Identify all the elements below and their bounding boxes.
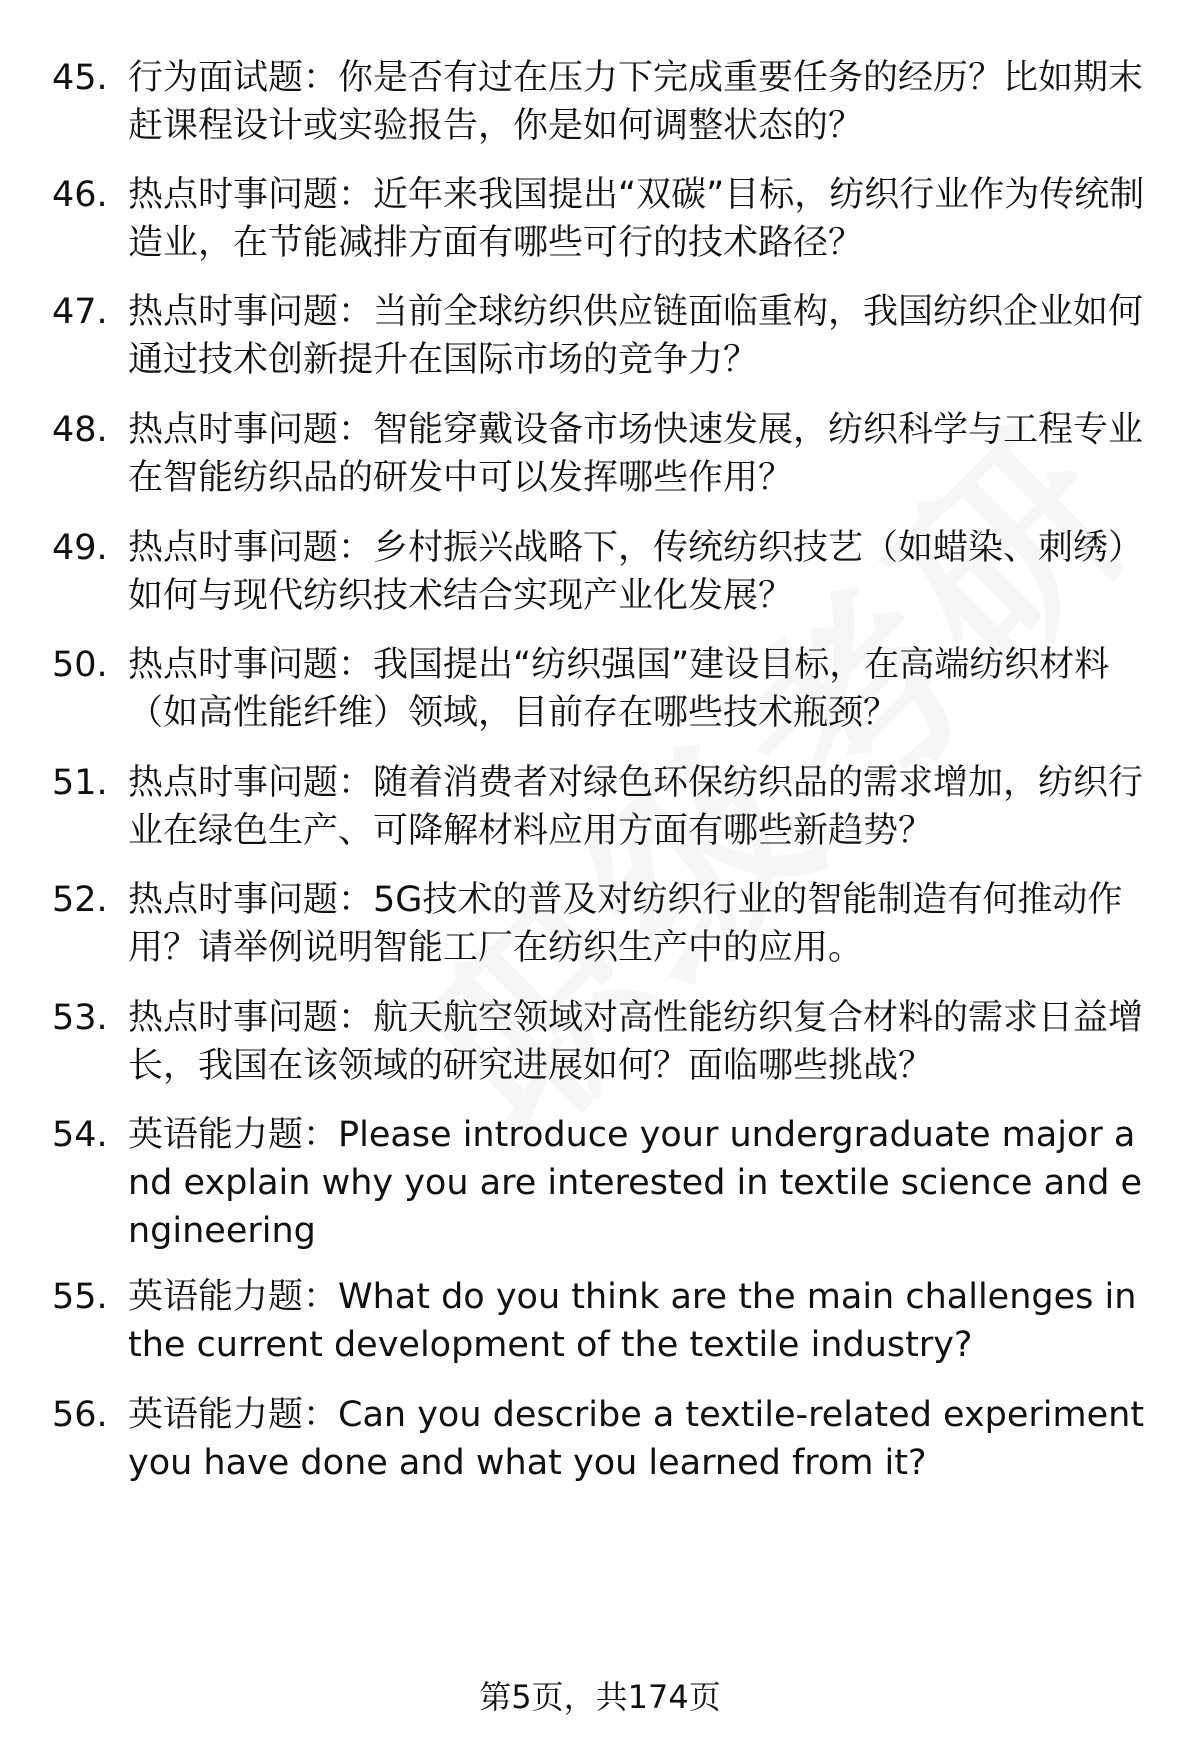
question-number: 51. [52, 763, 108, 803]
question-text: 英语能力题：Please introduce your undergraduate major and explain why you are interested in textile science and engineering [128, 1115, 1143, 1251]
question-number: 50. [52, 645, 108, 685]
question-text: 热点时事问题：随着消费者对绿色环保纺织品的需求增加，纺织行业在绿色生产、可降解材料应用方面有哪些新趋势？ [128, 763, 1144, 851]
question-text: 行为面试题：你是否有过在压力下完成重要任务的经历？比如期末赶课程设计或实验报告，你是如何调整状态的？ [128, 58, 1144, 146]
question-number: 54. [52, 1115, 108, 1155]
question-text: 热点时事问题：航天航空领域对高性能纺织复合材料的需求日益增长，我国在该领域的研究进展如何？面临哪些挑战？ [128, 998, 1144, 1086]
question-number: 48. [52, 410, 108, 450]
question-number: 53. [52, 998, 108, 1038]
question-text: 英语能力题：Can you describe a textile-related experiment you have done and what you learned from it? [128, 1395, 1145, 1483]
question-number: 46. [52, 175, 108, 215]
question-number: 55. [52, 1277, 108, 1317]
question-text: 热点时事问题：近年来我国提出“双碳”目标，纺织行业作为传统制造业，在节能减排方面有哪些可行的技术路径？ [128, 175, 1145, 263]
question-number: 52. [52, 880, 108, 920]
question-text: 热点时事问题：智能穿戴设备市场快速发展，纺织科学与工程专业在智能纺织品的研发中可以发挥哪些作用？ [128, 410, 1144, 498]
question-number: 49. [52, 528, 108, 568]
question-text: 热点时事问题：乡村振兴战略下，传统纺织技艺（如蜡染、刺绣）如何与现代纺织技术结合实现产业化发展？ [128, 528, 1144, 616]
question-text: 英语能力题：What do you think are the main challenges in the current development of the textile industry? [128, 1277, 1137, 1365]
question-text: 热点时事问题：5G技术的普及对纺织行业的智能制造有何推动作用？请举例说明智能工厂在纺织生产中的应用。 [128, 880, 1123, 968]
page-footer: 第5页，共174页 [479, 1678, 721, 1716]
question-number: 47. [52, 292, 108, 332]
question-number: 45. [52, 58, 108, 98]
question-text: 热点时事问题：我国提出“纺织强国”建设目标，在高端纺织材料（如高性能纤维）领域，目前存在哪些技术瓶颈？ [128, 645, 1110, 733]
question-text: 热点时事问题：当前全球纺织供应链面临重构，我国纺织企业如何通过技术创新提升在国际市场的竞争力？ [128, 292, 1144, 380]
question-number: 56. [52, 1395, 108, 1435]
